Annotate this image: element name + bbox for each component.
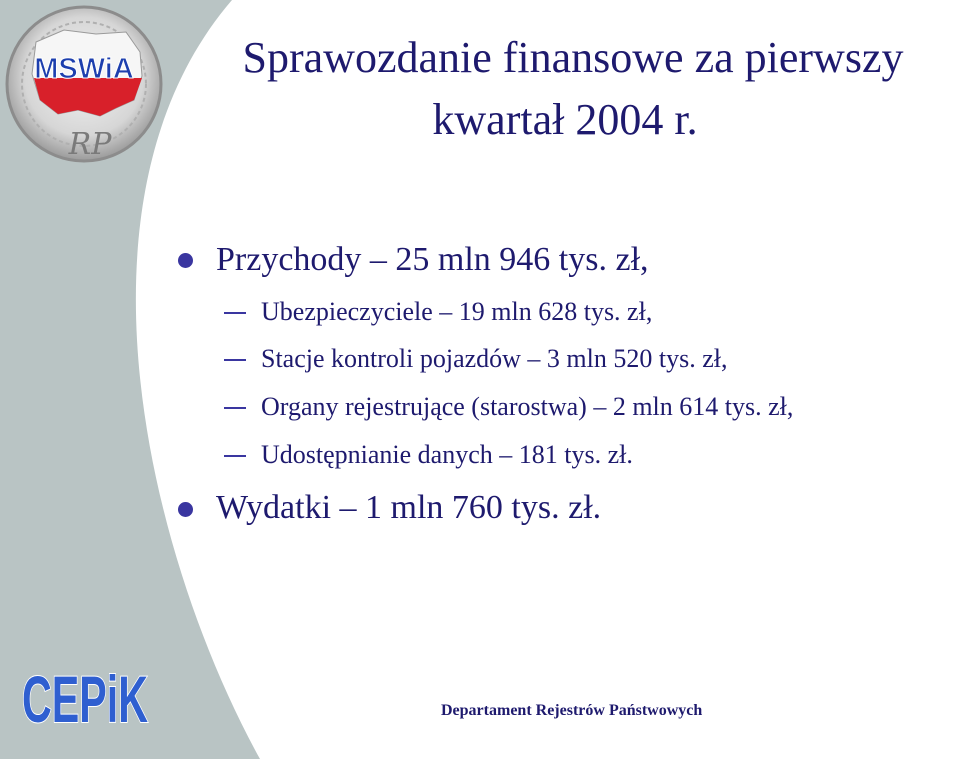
bullet-dot-icon xyxy=(178,502,193,517)
page-title-line-2: kwartał 2004 r. xyxy=(432,95,698,144)
bullet-text: Wydatki – 1 mln 760 tys. zł. xyxy=(216,489,602,526)
dash-icon xyxy=(224,359,246,361)
sub-item-text: Stacje kontroli pojazdów – 3 mln 520 tys. zł, xyxy=(261,344,728,373)
cepik-logo xyxy=(22,648,150,736)
dash-icon xyxy=(224,407,246,409)
logo-acronym: MSWiA xyxy=(34,53,134,85)
sub-item-text: Udostępnianie danych – 181 tys. zł. xyxy=(261,440,633,469)
footer-department: Departament Rejestrów Państwowych xyxy=(441,702,703,719)
dash-icon xyxy=(224,312,246,314)
page-title-line-1: Sprawozdanie finansowe za pierwszy xyxy=(242,33,904,82)
dash-icon xyxy=(224,455,246,457)
mswia-logo xyxy=(4,4,164,167)
bullet-dot-icon xyxy=(178,253,193,268)
sub-item-text: Ubezpieczyciele – 19 mln 628 tys. zł, xyxy=(261,297,653,326)
bullet-text: Przychody – 25 mln 946 tys. zł, xyxy=(216,241,649,278)
cepik-logo-text: CEPiK xyxy=(22,662,149,736)
sub-item-text: Organy rejestrujące (starostwa) – 2 mln 614 tys. zł, xyxy=(261,392,794,421)
logo-tagline: RP xyxy=(68,127,112,162)
